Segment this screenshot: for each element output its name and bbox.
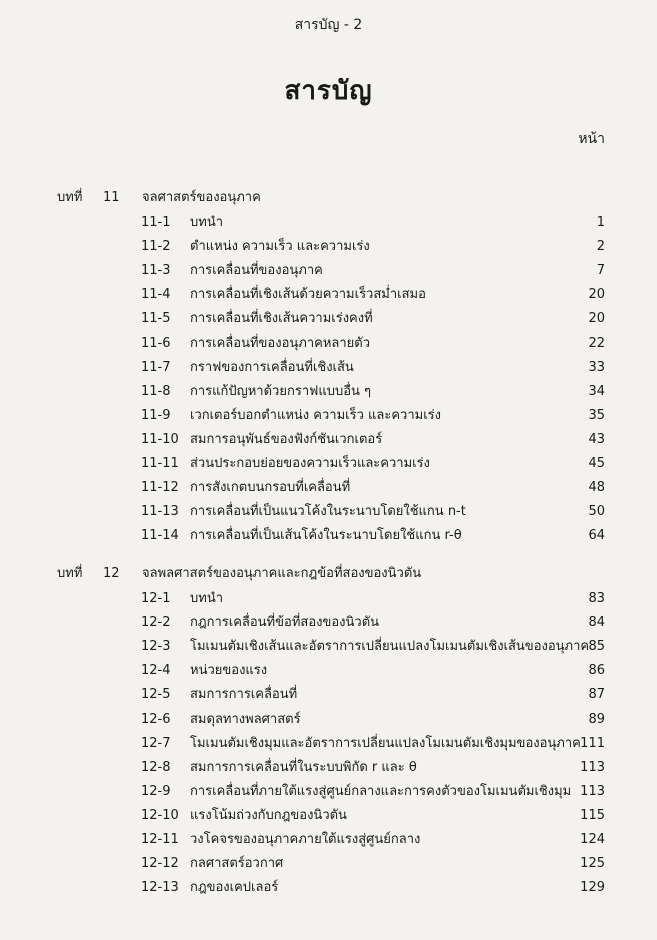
toc-entry[interactable] [0, 829, 657, 851]
toc-entry[interactable] [0, 236, 657, 258]
page-number: 45 [588, 456, 605, 471]
section-number: 12-9 [141, 783, 171, 799]
section-title: วงโคจรของอนุภาคภายใต้แรงสู่ศูนย์กลาง [190, 832, 421, 847]
section-number: 12-1 [141, 591, 171, 606]
running-header: สารบัญ - 2 [294, 17, 363, 33]
page-number: 2 [596, 239, 605, 255]
page-number: 125 [580, 856, 605, 872]
toc-entry[interactable] [0, 733, 657, 755]
toc-entry[interactable] [0, 588, 657, 610]
section-title: สมการอนุพันธ์ของฟังก์ชันเวกเตอร์ [190, 431, 383, 447]
section-number: 12-7 [141, 735, 171, 751]
toc-entry[interactable] [0, 284, 657, 306]
section-number: 11-10 [141, 431, 179, 447]
page-number: 113 [580, 759, 605, 775]
section-title: โมเมนตัมเชิงมุมและอัตราการเปลี่ยนแปลงโมเมนตัมเชิงมุมของอนุภาค [190, 735, 581, 751]
page-number: 111 [580, 735, 605, 751]
chapter-word: บทที่ [57, 566, 83, 581]
section-number: 11-14 [141, 528, 179, 544]
toc-entry[interactable] [0, 757, 657, 779]
toc-entry[interactable] [0, 636, 657, 658]
toc-entry[interactable] [0, 660, 657, 682]
section-number: 11-11 [141, 456, 179, 471]
section-title: กราฟของการเคลื่อนที่เชิงเส้น [190, 359, 354, 375]
section-number: 12-4 [141, 663, 171, 679]
section-number: 12-12 [141, 856, 179, 872]
section-title: ส่วนประกอบย่อยของความเร็วและความเร่ง [190, 456, 430, 471]
toc-entry[interactable] [0, 429, 657, 451]
section-number: 11-13 [141, 504, 179, 520]
page-number: 89 [588, 711, 605, 727]
chapter-number: 12 [103, 566, 120, 581]
section-number: 11-9 [141, 407, 171, 423]
chapter-number: 11 [103, 190, 120, 205]
section-number: 11-8 [141, 383, 171, 399]
page-number: 20 [588, 287, 605, 303]
toc-entry[interactable] [0, 525, 657, 547]
toc-entry[interactable] [0, 877, 657, 899]
page-number: 22 [588, 335, 605, 351]
toc-entry[interactable] [0, 357, 657, 379]
page-number: 85 [588, 639, 605, 655]
page-number: 20 [588, 311, 605, 327]
page-number: 83 [588, 591, 605, 606]
section-title: กฎการเคลื่อนที่ข้อที่สองของนิวตัน [190, 615, 380, 631]
section-title: สมการการเคลื่อนที่ [190, 687, 298, 703]
section-title: การเคลื่อนที่ภายใต้แรงสู่ศูนย์กลางและการคงตัวของโมเมนตัมเชิงมุม [190, 783, 572, 799]
section-title: ตำแหน่ง ความเร็ว และความเร่ง [190, 239, 370, 255]
toc-entry[interactable] [0, 805, 657, 827]
toc-entry[interactable] [0, 781, 657, 803]
section-title: บทนำ [190, 591, 224, 606]
toc-entry[interactable] [0, 684, 657, 706]
section-title: บทนำ [190, 215, 224, 230]
section-number: 12-8 [141, 759, 171, 775]
page-number: 64 [588, 528, 605, 544]
chapter-title: จลพลศาสตร์ของอนุภาคและกฎข้อที่สองของนิวตัน [142, 566, 422, 581]
toc-entry[interactable] [0, 212, 657, 234]
section-number: 12-11 [141, 832, 179, 847]
section-title: การเคลื่อนที่เชิงเส้นความเร่งคงที่ [190, 311, 373, 327]
page-number: 86 [588, 663, 605, 679]
section-number: 12-10 [141, 807, 179, 823]
page-number: 113 [580, 783, 605, 799]
section-title: การเคลื่อนที่เป็นแนวโค้งในระนาบโดยใช้แกน n-t [190, 504, 466, 520]
toc-entry[interactable] [0, 381, 657, 403]
section-number: 12-13 [141, 880, 179, 896]
chapter-heading [0, 563, 657, 585]
section-number: 12-5 [141, 687, 171, 703]
page-column-label: หน้า [578, 131, 605, 147]
toc-entry[interactable] [0, 260, 657, 282]
section-title: โมเมนตัมเชิงเส้นและอัตราการเปลี่ยนแปลงโมเมนตัมเชิงเส้นของอนุภาค [190, 639, 590, 655]
toc-entry[interactable] [0, 477, 657, 499]
section-title: การเคลื่อนที่เป็นเส้นโค้งในระนาบโดยใช้แกน r-θ [190, 528, 462, 544]
toc-entry[interactable] [0, 308, 657, 330]
toc-entry[interactable] [0, 612, 657, 634]
page-number: 129 [580, 880, 605, 896]
section-title: การเคลื่อนที่เชิงเส้นด้วยความเร็วสม่ำเสมอ [190, 287, 426, 303]
page-number: 84 [588, 615, 605, 631]
page-number: 124 [580, 832, 605, 847]
section-number: 11-12 [141, 480, 179, 496]
toc-entry[interactable] [0, 709, 657, 731]
toc-entry[interactable] [0, 333, 657, 355]
section-title: สมดุลทางพลศาสตร์ [190, 711, 301, 727]
section-number: 11-6 [141, 335, 171, 351]
toc-entry[interactable] [0, 453, 657, 475]
section-number: 12-2 [141, 615, 171, 631]
section-title: แรงโน้มถ่วงกับกฎของนิวตัน [190, 807, 347, 823]
page-number: 7 [596, 263, 605, 279]
section-number: 12-3 [141, 639, 171, 655]
section-title: การแก้ปัญหาด้วยกราฟแบบอื่น ๆ [190, 383, 372, 399]
page-number: 43 [588, 431, 605, 447]
section-number: 11-4 [141, 287, 171, 303]
chapter-heading [0, 187, 657, 209]
toc-entry[interactable] [0, 853, 657, 875]
page-title: สารบัญ [284, 76, 373, 106]
toc-entry[interactable] [0, 405, 657, 427]
section-title: หน่วยของแรง [190, 663, 268, 679]
toc-entry[interactable] [0, 501, 657, 523]
chapter-title: จลศาสตร์ของอนุภาค [142, 190, 261, 205]
section-number: 12-6 [141, 711, 171, 727]
section-number: 11-2 [141, 239, 171, 255]
section-title: สมการการเคลื่อนที่ในระบบพิกัด r และ θ [190, 759, 417, 775]
section-title: กลศาสตร์อวกาศ [190, 856, 284, 872]
page-number: 1 [596, 215, 605, 230]
page-number: 115 [580, 807, 605, 823]
page-number: 48 [588, 480, 605, 496]
page-number: 33 [588, 359, 605, 375]
section-title: การสังเกตบนกรอบที่เคลื่อนที่ [190, 480, 351, 496]
section-number: 11-7 [141, 359, 171, 375]
page-number: 34 [588, 383, 605, 399]
section-number: 11-3 [141, 263, 171, 279]
section-title: กฎของเคปเลอร์ [190, 880, 279, 896]
page-number: 87 [588, 687, 605, 703]
chapter-word: บทที่ [57, 190, 83, 205]
section-number: 11-1 [141, 215, 171, 230]
section-title: การเคลื่อนที่ของอนุภาคหลายตัว [190, 335, 371, 351]
section-title: การเคลื่อนที่ของอนุภาค [190, 263, 323, 279]
section-title: เวกเตอร์บอกตำแหน่ง ความเร็ว และความเร่ง [190, 407, 441, 423]
section-number: 11-5 [141, 311, 171, 327]
page-number: 35 [588, 407, 605, 423]
page-number: 50 [588, 504, 605, 520]
